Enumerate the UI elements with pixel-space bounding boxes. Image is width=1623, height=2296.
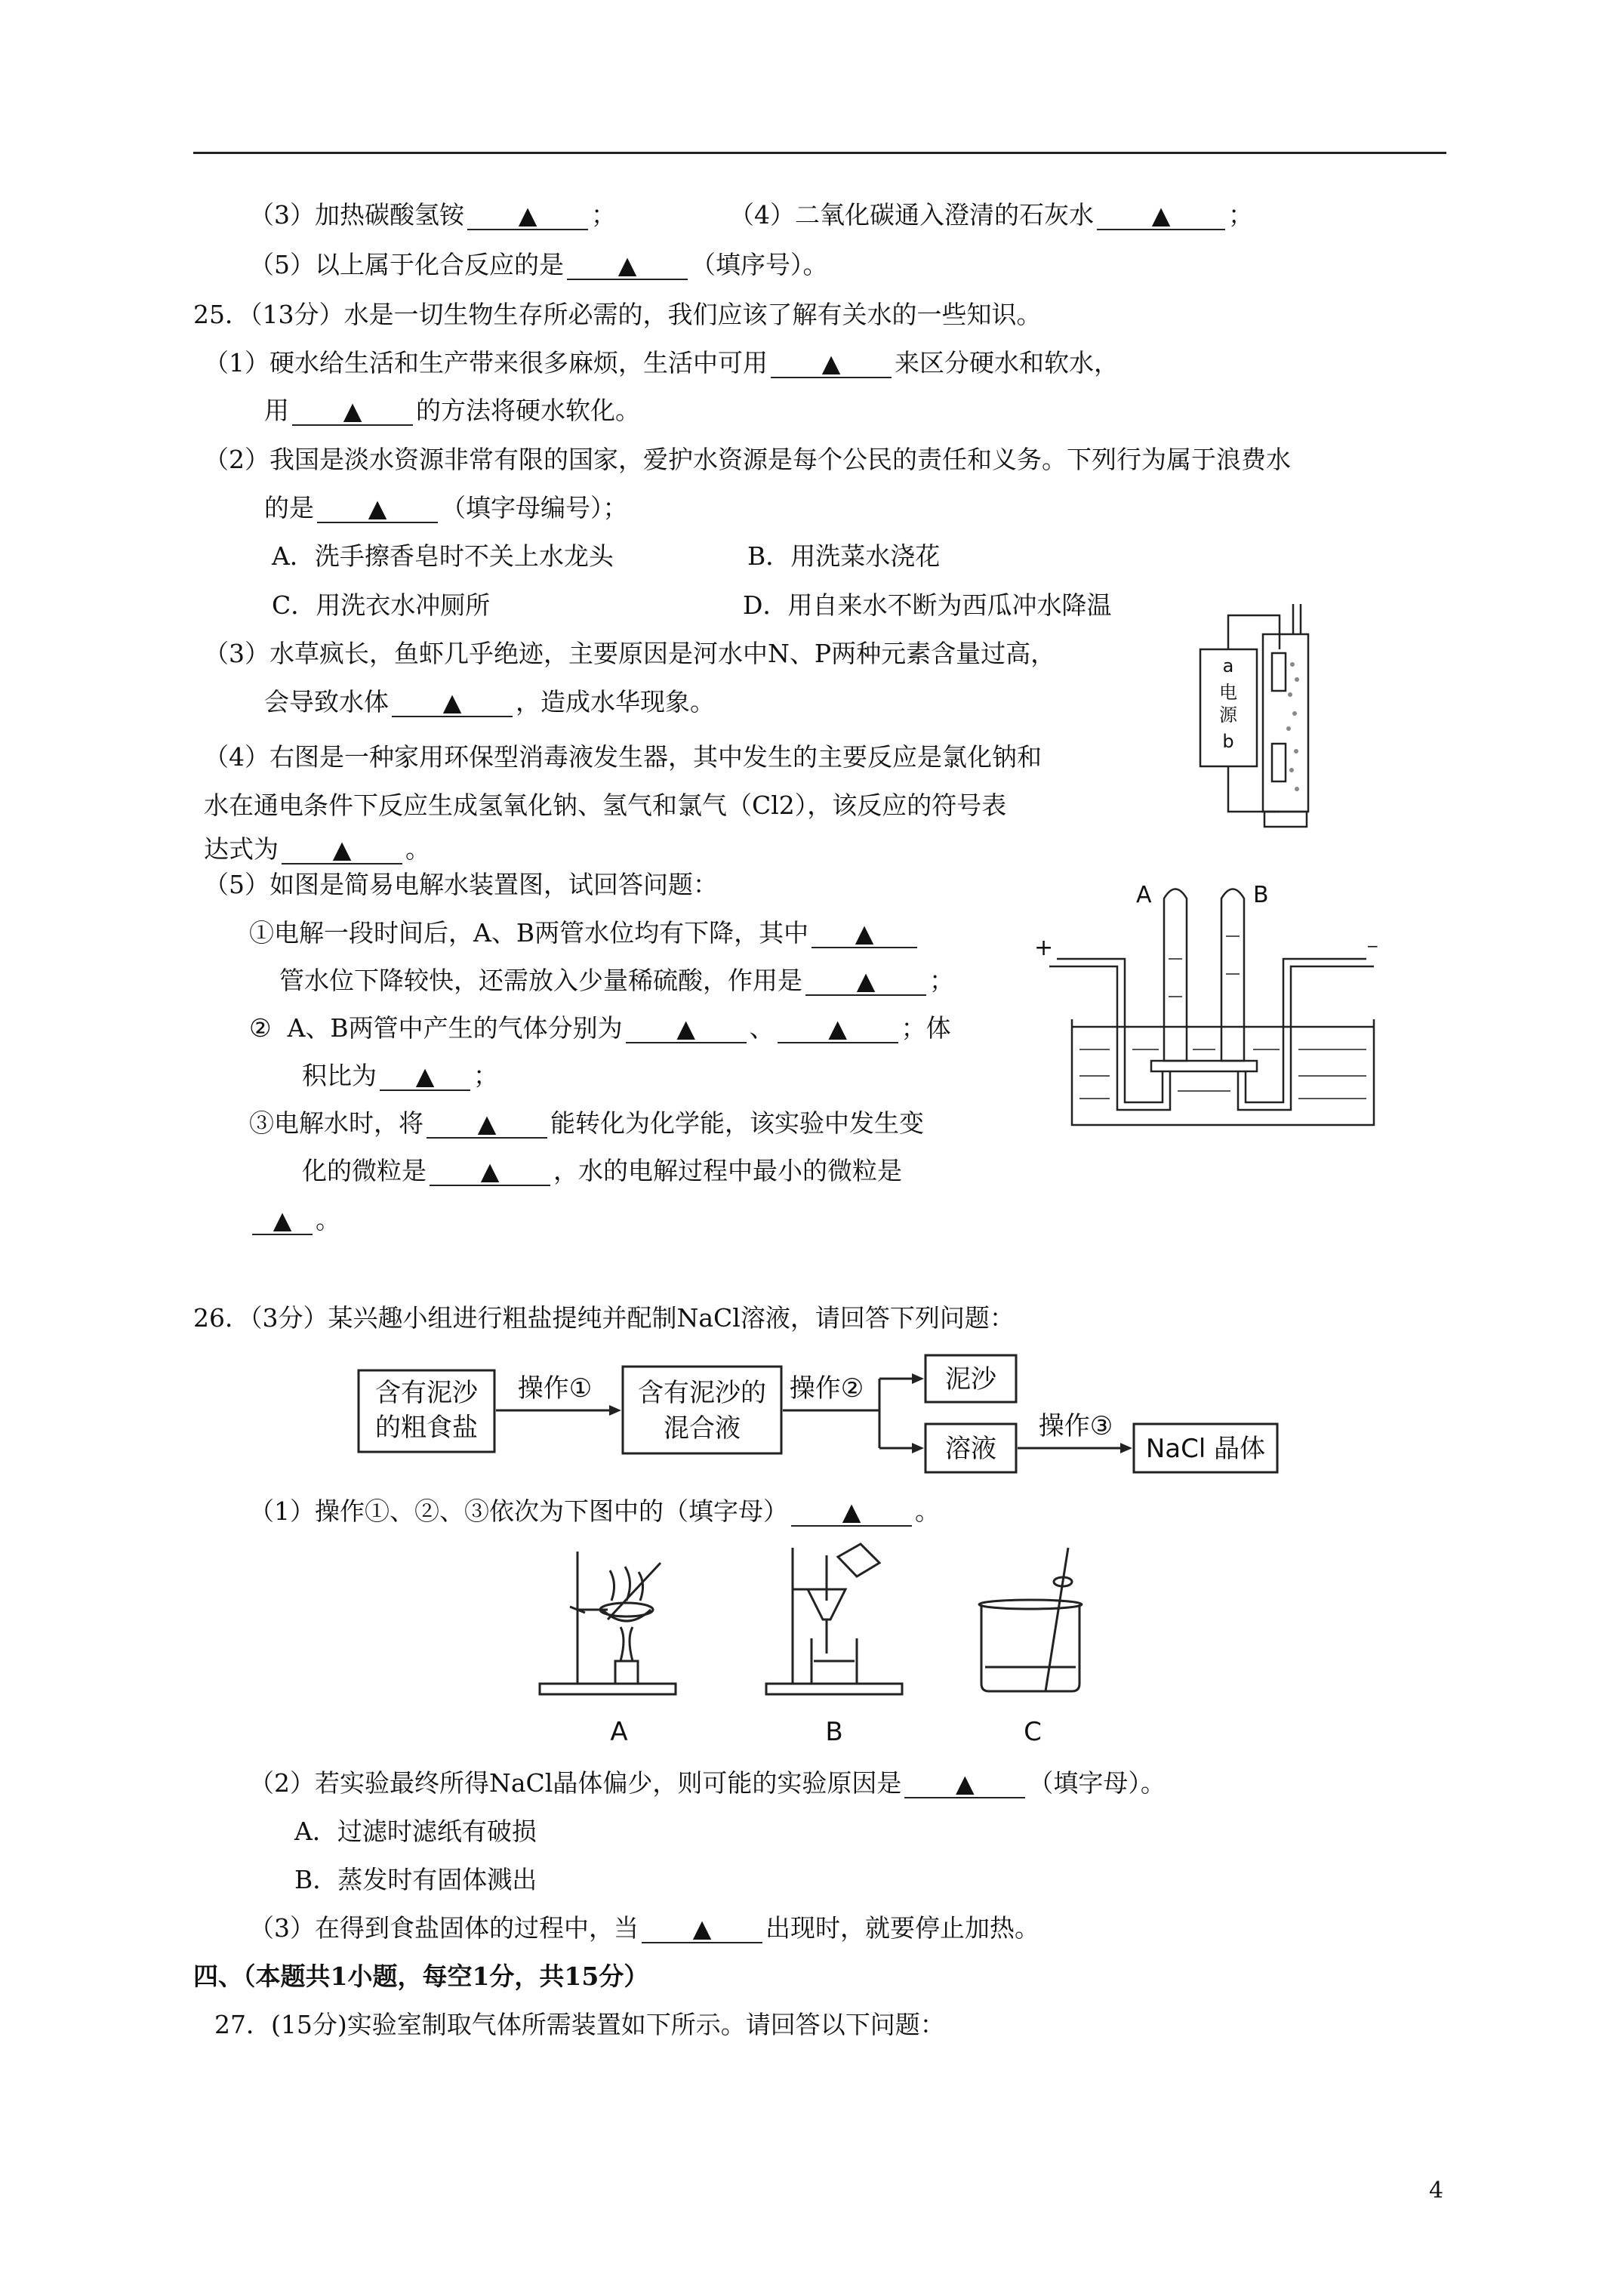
q25-2-option-d: D．用自来水不断为西瓜冲水降温 [743,590,1112,620]
flow-box-mixture-1: 含有泥沙的 [638,1378,766,1408]
q25-2-option-b: B．用洗菜水浇花 [747,541,941,571]
q25-5-2-cont: 积比为 ▲ ； [302,1061,498,1090]
q24-item-5: （5）以上属于化合反应的是 ▲ （填序号）。 [249,250,828,279]
q26-2: （2）若实验最终所得NaCl晶体偏少，则可能的实验原因是 ▲ （填字母）。 [249,1768,1166,1798]
figure-label-b: B [825,1717,843,1747]
q25-5-3: ③电解水时，将 ▲ 能转化为化学能，该实验中发生变 [249,1108,924,1138]
q25-4: （4）右图是一种家用环保型消毒液发生器，其中发生的主要反应是氯化钠和 [204,742,1042,772]
q26-1: （1）操作①、②、③依次为下图中的（填字母） ▲ 。 [249,1496,940,1526]
answer-blank[interactable]: ▲ [805,967,926,996]
figure-label-a: A [610,1717,628,1747]
q26-title: 26．（3分）某兴趣小组进行粗盐提纯并配制NaCl溶液，请回答下列问题： [193,1303,1015,1333]
q25-5-1: ①电解一段时间后，A、B两管水位均有下降，其中 ▲ [249,918,920,948]
answer-blank[interactable]: ▲ [626,1015,747,1043]
answer-blank[interactable]: ▲ [791,1498,912,1527]
q25-5-1-cont: 管水位下降较快，还需放入少量稀硫酸，作用是 ▲ ； [279,966,954,995]
q25-2: （2）我国是淡水资源非常有限的国家，爱护水资源是每个公民的责任和义务。下列行为属于浪费水 [204,445,1291,474]
flow-box-crude-salt-1: 含有泥沙 [375,1378,478,1408]
q26-2-option-a: A．过滤时滤纸有破损 [294,1817,537,1846]
q25-2-option-a: A．洗手擦香皂时不关上水龙头 [272,541,614,571]
power-terminal-a: a [1222,655,1234,676]
q25-5-3-cont: 化的微粒是 ▲ ，水的电解过程中最小的微粒是 [302,1156,902,1185]
answer-blank[interactable]: ▲ [467,202,588,230]
answer-blank[interactable]: ▲ [317,495,438,523]
q25-4-cont: 水在通电条件下反应生成氢氧化钠、氢气和氯气（Cl2），该反应的符号表 [204,791,1007,820]
answer-blank[interactable]: ▲ [771,350,892,378]
electrode-minus: − [1366,937,1379,955]
apparatus-figures [513,1540,1283,1752]
answer-blank[interactable]: ▲ [292,397,413,426]
answer-blank[interactable]: ▲ [392,689,513,717]
tube-label-b: B [1253,882,1269,908]
dissolving-apparatus [979,1548,1082,1691]
evaporation-apparatus [540,1552,676,1694]
answer-blank[interactable]: ▲ [812,920,917,948]
q26-2-option-b: B．蒸发时有固体溅出 [294,1865,537,1894]
q25-3-cont: 会导致水体 ▲ ，造成水华现象。 [264,687,715,717]
answer-blank[interactable]: ▲ [282,836,402,864]
figure-label-c: C [1024,1717,1042,1747]
flow-op-3: 操作③ [1038,1411,1113,1441]
power-label-1: 电 [1219,682,1237,703]
q25-5-3-cont2: ▲ 。 [252,1205,340,1235]
q26-3: （3）在得到食盐固体的过程中，当 ▲ 出现时，就要停止加热。 [249,1913,1039,1943]
flow-box-mixture-2: 混合液 [664,1413,741,1444]
flow-box-solution: 溶液 [945,1434,996,1464]
power-terminal-b: b [1222,731,1234,752]
flow-op-2: 操作② [789,1373,864,1404]
electrode-plus: + [1034,935,1054,961]
q25-4-cont2: 达式为 ▲ 。 [204,834,430,864]
answer-blank[interactable]: ▲ [778,1015,898,1043]
flow-op-1: 操作① [517,1373,593,1404]
q25-5: （5）如图是简易电解水装置图，试回答问题： [204,870,718,899]
answer-blank[interactable]: ▲ [427,1110,547,1139]
answer-blank[interactable]: ▲ [567,251,688,280]
q25-2-cont: 的是 ▲ （填字母编号）； [264,493,628,522]
q25-2-option-c: C．用洗衣水冲厕所 [272,590,491,620]
power-label-2: 源 [1219,704,1237,726]
flow-box-crude-salt-2: 的粗食盐 [375,1413,478,1443]
flow-box-nacl-crystal: NaCl 晶体 [1145,1434,1266,1464]
q25-title: 25．（13分）水是一切生物生存所必需的，我们应该了解有关水的一些知识。 [193,300,1042,329]
section-4-heading: 四、（本题共1小题，每空1分，共15分） [193,1962,649,1991]
q24-item-3-4: （3）加热碳酸氢铵 ▲ ； （4）二氧化碳通入澄清的石灰水 ▲ ； [249,200,1253,230]
page-number: 4 [1429,2177,1444,2204]
tube-label-a: A [1136,882,1152,908]
header-rule [193,152,1446,154]
q25-5-2: ② A、B两管中产生的气体分别为 ▲ 、 ▲ ；体 [249,1013,951,1043]
q25-1: （1）硬水给生活和生产带来很多麻烦，生活中可用 ▲ 来区分硬水和软水， [204,348,1119,378]
flow-box-sand: 泥沙 [945,1364,996,1395]
q27-title: 27．(15分)实验室制取气体所需装置如下所示。请回答以下问题： [214,2010,945,2039]
answer-blank[interactable]: ▲ [380,1062,470,1091]
answer-blank[interactable]: ▲ [430,1157,550,1186]
answer-blank[interactable]: ▲ [252,1207,313,1235]
q25-3: （3）水草疯长，鱼虾几乎绝迹，主要原因是河水中N、P两种元素含量过高， [204,639,1056,668]
answer-blank[interactable]: ▲ [642,1915,762,1943]
disinfectant-generator-figure [1196,581,1325,838]
filtration-apparatus [766,1544,902,1694]
electrolysis-apparatus-figure [1034,868,1389,1140]
answer-blank[interactable]: ▲ [904,1770,1025,1798]
salt-purification-flowchart [355,1351,1283,1484]
q25-1-cont: 用 ▲ 的方法将硬水软化。 [264,396,640,425]
answer-blank[interactable]: ▲ [1097,202,1225,230]
